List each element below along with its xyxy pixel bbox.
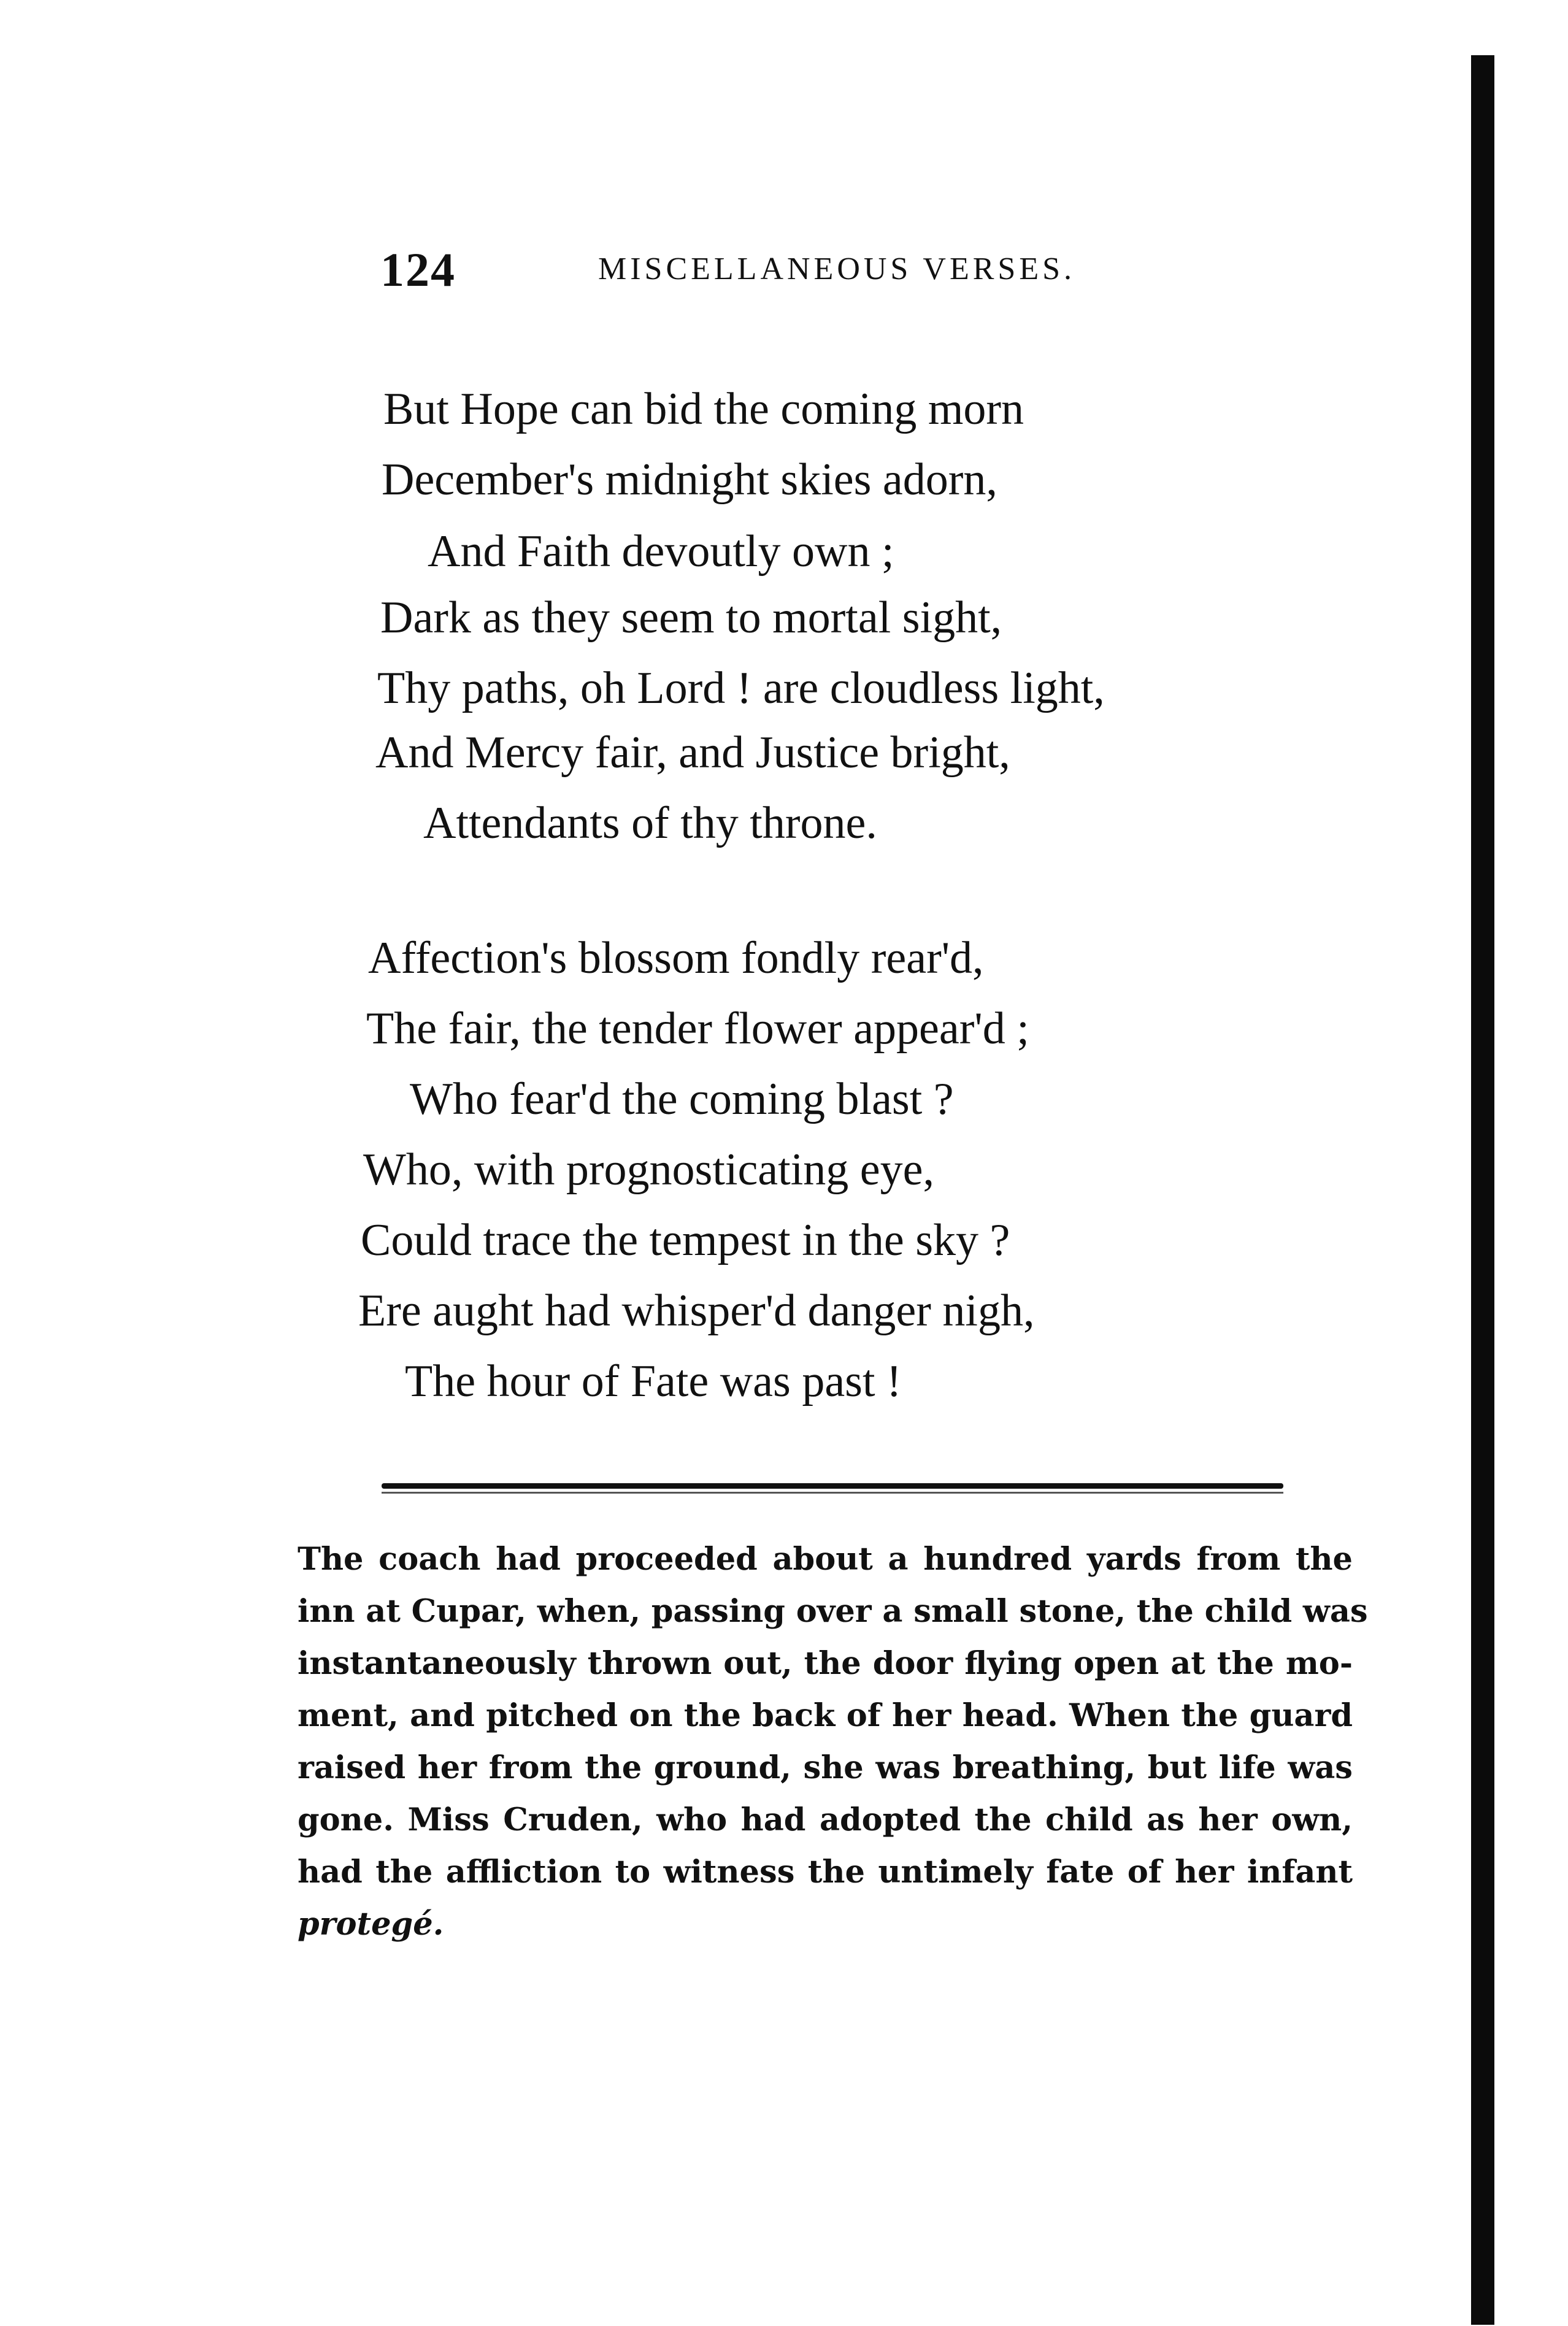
footnote-separator-rule-thin [382, 1492, 1283, 1494]
verse-line: And Faith devoutly own ; [428, 526, 894, 577]
footnote-line: inn at Cupar, when, passing over a small stone, the child was [298, 1593, 1368, 1630]
footnote-line: raised her from the ground, she was breathing, but life was [298, 1749, 1353, 1786]
page-edge-shadow [1471, 55, 1494, 2325]
footnote-line: instantaneously thrown out, the door flying open at the mo- [298, 1645, 1353, 1682]
verse-line: Who, with prognosticating eye, [363, 1145, 934, 1195]
footnote-line: The coach had proceeded about a hundred yards from the [298, 1541, 1353, 1578]
footnote-line: protegé. [298, 1906, 444, 1943]
page-number: 124 [380, 243, 456, 296]
verse-line: Thy paths, oh Lord ! are cloudless light, [377, 663, 1105, 713]
verse-line: But Hope can bid the coming morn [383, 384, 1024, 434]
verse-line: Dark as they seem to mortal sight, [380, 593, 1002, 643]
footnote-line: ment, and pitched on the back of her head. When the guard [298, 1697, 1353, 1734]
verse-line: The hour of Fate was past ! [405, 1356, 902, 1407]
verse-line: Who fear'd the coming blast ? [410, 1074, 954, 1124]
verse-line: December's midnight skies adorn, [382, 455, 997, 505]
verse-line: Ere aught had whisper'd danger nigh, [358, 1286, 1035, 1336]
verse-line: Could trace the tempest in the sky ? [361, 1215, 1010, 1265]
footnote-line: gone. Miss Cruden, who had adopted the child as her own, [298, 1802, 1353, 1838]
running-head: MISCELLANEOUS VERSES. [598, 251, 1076, 286]
footnote-separator-rule [382, 1483, 1283, 1489]
page-header [380, 242, 1423, 310]
verse-line: Affection's blossom fondly rear'd, [368, 933, 984, 983]
verse-line: Attendants of thy throne. [423, 798, 877, 848]
verse-line: The fair, the tender flower appear'd ; [366, 1004, 1029, 1054]
footnote [298, 1533, 1368, 1951]
footnote-line: had the affliction to witness the untimely fate of her infant [298, 1854, 1353, 1890]
verse-line: And Mercy fair, and Justice bright, [375, 727, 1010, 778]
